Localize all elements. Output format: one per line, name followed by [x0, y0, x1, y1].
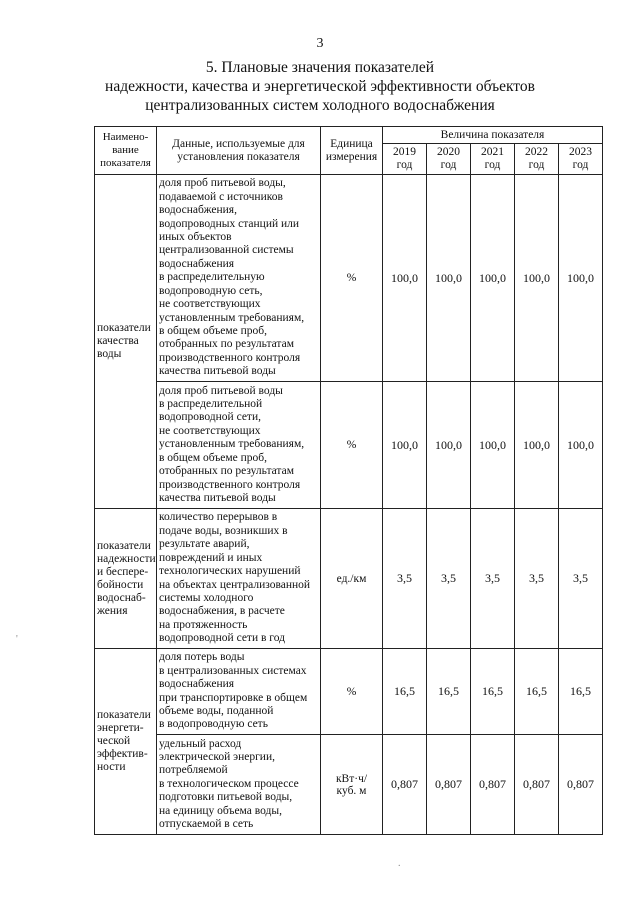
title-line-2: надежности, качества и энергетической эффективности объектов — [105, 78, 535, 95]
value-text: 3,5 — [397, 571, 412, 585]
header-year — [515, 144, 559, 175]
value-cell — [383, 382, 427, 509]
value-text: 100,0 — [479, 437, 506, 452]
header-source-data-text: Данные, используемые для установления показателя — [172, 137, 305, 163]
value-cell — [559, 649, 603, 735]
value-text: 0,807 — [435, 777, 462, 791]
value-text: 3,5 — [441, 571, 456, 585]
header-year — [427, 144, 471, 175]
group-name-text: показатели энергети- ческой эффектив- ности — [97, 709, 151, 773]
value-text: 3,5 — [485, 571, 500, 585]
header-value-group-text: Величина показателя — [440, 128, 545, 141]
value-text: 16,5 — [394, 684, 415, 698]
value-cell — [515, 649, 559, 735]
value-cell — [471, 175, 515, 382]
value-cell — [427, 509, 471, 649]
source-data-cell — [157, 175, 321, 382]
header-source-data — [157, 127, 321, 175]
value-text: 100,0 — [391, 437, 418, 452]
unit-cell — [321, 735, 383, 835]
header-year-text: 2021 год — [481, 146, 504, 171]
value-text: 16,5 — [570, 684, 591, 698]
scan-mark: ' — [16, 634, 18, 645]
group-name-text: показатели надежности и беспере- бойности водоснаб- жения — [97, 539, 156, 617]
source-data-cell — [157, 382, 321, 509]
header-unit — [321, 127, 383, 175]
header-indicator-name-text: Наимено- вание показателя — [100, 131, 151, 169]
source-data-text: количество перерывов в подаче воды, возникших в результате аварий, повреждений и иных технологических нарушений на объектах централизованной системы холодного водоснабжения, в расчете на протяженность водопроводной сети в год — [159, 511, 311, 645]
page-number: 3 — [316, 36, 324, 51]
unit-text: кВт·ч/ куб. м — [335, 772, 368, 797]
header-value-group — [383, 127, 603, 144]
value-cell — [427, 175, 471, 382]
value-text: 100,0 — [435, 270, 462, 285]
title-line-1: 5. Плановые значения показателей — [205, 59, 435, 76]
value-cell — [515, 382, 559, 509]
unit-text: % — [346, 439, 357, 451]
scan-mark: . — [398, 858, 401, 869]
source-data-text: удельный расход электрической энергии, потребляемой в технологическом процессе подготовки питьевой воды, на единицу объема воды, отпускаемой в сеть — [159, 737, 299, 831]
table-row — [95, 509, 603, 649]
group-name-reliability — [95, 509, 157, 649]
header-year-text: 2022 год — [525, 146, 548, 171]
source-data-text: доля потерь воды в централизованных системах водоснабжения при транспортировке в общем объеме воды, поданной в водопроводную сеть — [159, 651, 308, 731]
value-cell — [559, 175, 603, 382]
value-cell — [471, 649, 515, 735]
value-cell — [471, 509, 515, 649]
header-unit-text: Единица измерения — [325, 137, 378, 163]
value-text: 16,5 — [438, 684, 459, 698]
value-text: 0,807 — [479, 777, 506, 791]
value-cell — [559, 735, 603, 835]
table-row — [95, 175, 603, 382]
header-year — [383, 144, 427, 175]
group-name-text: показатели качества воды — [97, 322, 151, 360]
header-year — [559, 144, 603, 175]
table-row — [95, 735, 603, 835]
table-row — [95, 382, 603, 509]
source-data-text: доля проб питьевой воды, подаваемой с источников водоснабжения, водопроводных станций или иных объектов централизованной системы водоснабжения в распределительную водопроводную сеть, не соответствующих установленным требованиям, в общем объеме проб, отобранных по результатам производственного контроля качества питьевой воды — [159, 177, 305, 378]
header-year-text: 2020 год — [437, 146, 460, 171]
value-cell — [427, 382, 471, 509]
value-cell — [383, 509, 427, 649]
value-cell — [383, 735, 427, 835]
value-cell — [559, 382, 603, 509]
unit-text: ед./км — [336, 572, 367, 585]
value-text: 0,807 — [523, 777, 550, 791]
value-text: 100,0 — [435, 437, 462, 452]
value-cell — [515, 509, 559, 649]
value-cell — [471, 382, 515, 509]
header-indicator-name — [95, 127, 157, 175]
value-text: 0,807 — [567, 777, 594, 791]
header-year — [471, 144, 515, 175]
value-text: 16,5 — [482, 684, 503, 698]
value-text: 100,0 — [391, 270, 418, 285]
value-cell — [515, 175, 559, 382]
value-text: 3,5 — [529, 571, 544, 585]
value-text: 100,0 — [479, 270, 506, 285]
source-data-text: доля проб питьевой воды в распределительной водопроводной сети, не соответствующих установленным требованиям, в общем объеме проб, отобранных по результатам производственного контроля качества питьевой воды — [159, 384, 305, 504]
value-text: 100,0 — [567, 270, 594, 285]
value-cell — [515, 735, 559, 835]
table-row — [95, 649, 603, 735]
value-cell — [471, 735, 515, 835]
group-name-quality — [95, 175, 157, 509]
unit-cell — [321, 382, 383, 509]
value-text: 100,0 — [523, 437, 550, 452]
group-name-energy — [95, 649, 157, 835]
unit-cell — [321, 649, 383, 735]
header-year-text: 2019 год — [393, 146, 416, 171]
value-text: 100,0 — [567, 437, 594, 452]
unit-text: % — [346, 272, 357, 284]
source-data-cell — [157, 735, 321, 835]
value-cell — [427, 649, 471, 735]
header-year-text: 2023 год — [569, 146, 592, 171]
value-cell — [559, 509, 603, 649]
source-data-cell — [157, 509, 321, 649]
value-cell — [383, 649, 427, 735]
value-cell — [383, 175, 427, 382]
source-data-cell — [157, 649, 321, 735]
value-text: 3,5 — [573, 571, 588, 585]
value-text: 100,0 — [523, 270, 550, 285]
value-cell — [427, 735, 471, 835]
unit-cell — [321, 175, 383, 382]
value-text: 0,807 — [391, 777, 418, 791]
value-text: 16,5 — [526, 684, 547, 698]
unit-text: % — [346, 685, 357, 698]
indicators-table — [94, 126, 603, 835]
title-line-3: централизованных систем холодного водоснабжения — [145, 97, 495, 114]
unit-cell — [321, 509, 383, 649]
section-title — [0, 58, 640, 115]
